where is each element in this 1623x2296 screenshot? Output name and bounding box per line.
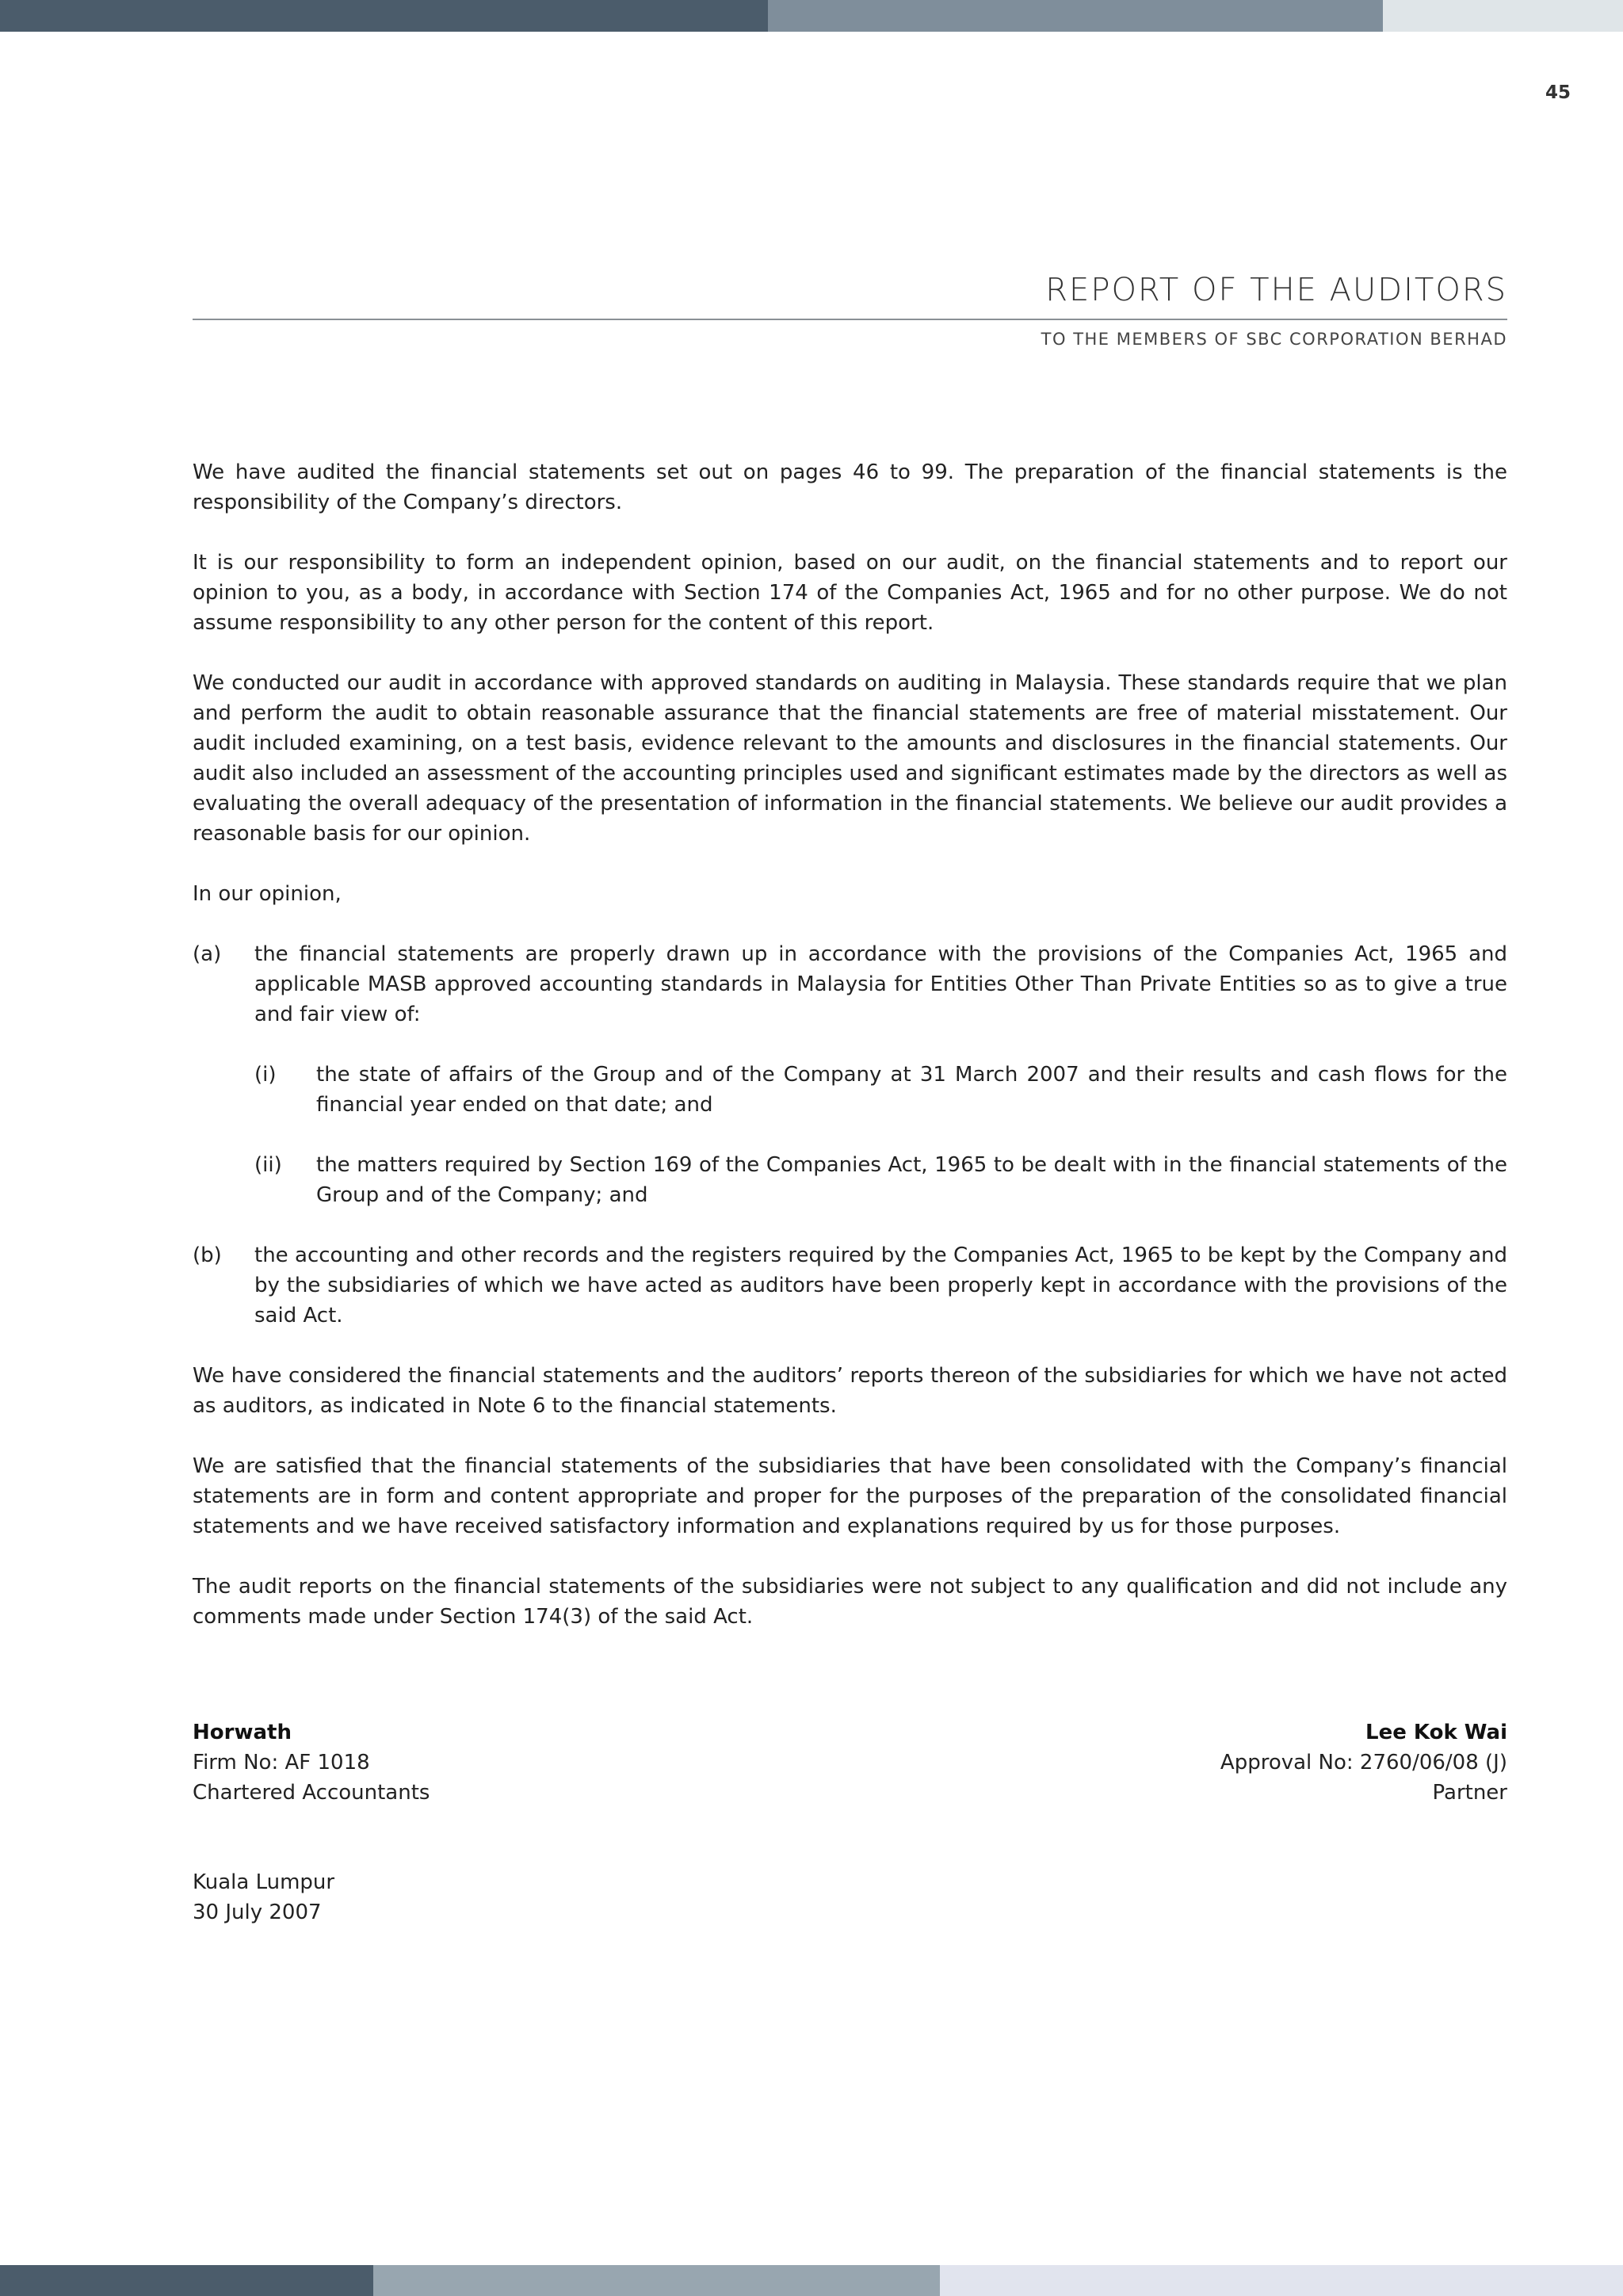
item-text: the accounting and other records and the registers required by the Companies Act, 1965 to be kept by the Company and by the subsidiaries of which we have acted as auditors have been properly kept in accordance with the provisions of the said Act.	[254, 1244, 1507, 1328]
firm-signature-block	[193, 1717, 430, 1808]
item-label: (i)	[254, 1063, 277, 1087]
place-and-date	[193, 1867, 334, 1927]
opinion-item-a	[193, 939, 1507, 1030]
firm-name: Horwath	[193, 1721, 292, 1744]
top-bar-segment-light	[1383, 0, 1623, 32]
item-label: (ii)	[254, 1153, 282, 1177]
item-text: the matters required by Section 169 of the Companies Act, 1965 to be dealt with in the financial statements of the Group and of the Company; and	[316, 1153, 1507, 1207]
paragraph-responsibility: It is our responsibility to form an independent opinion, based on our audit, on the financial statements and to report our opinion to you, as a body, in accordance with Section 174 of the Companies Act, 1965 and for no other purpose. We do not assume responsibility to any other person for the content of this report.	[193, 551, 1507, 635]
top-color-bar	[0, 0, 1623, 32]
report-place: Kuala Lumpur	[193, 1870, 335, 1894]
partner-name: Lee Kok Wai	[1365, 1721, 1507, 1744]
item-label: (b)	[193, 1244, 222, 1267]
partner-signature-block	[1220, 1717, 1507, 1808]
page-number: 45	[1545, 82, 1571, 103]
paragraph-audit-basis: We conducted our audit in accordance with approved standards on auditing in Malaysia. These standards require that we plan and perform the audit to obtain reasonable assurance that the financial statements are free of material misstatement. Our audit included examining, on a test basis, evidence relevant to the amounts and disclosures in the financial statements. Our audit also included an assessment of the accounting principles used and significant estimates made by the directors as well as evaluating the overall adequacy of the presentation of information in the financial statements. We believe our audit provides a reasonable basis for our opinion.	[193, 671, 1507, 846]
report-subtitle: TO THE MEMBERS OF SBC CORPORATION BERHAD	[1041, 330, 1507, 349]
bottom-bar-segment-light	[940, 2265, 1623, 2296]
opinion-item-ii	[254, 1150, 1507, 1210]
report-body	[193, 457, 1507, 1662]
opinion-item-b	[193, 1240, 1507, 1331]
paragraph-subsidiaries-considered: We have considered the financial statements and the auditors’ reports thereon of the subsidiaries for which we have not acted as auditors, as indicated in Note 6 to the financial statements.	[193, 1364, 1507, 1418]
item-text: the financial statements are properly drawn up in accordance with the provisions of the Companies Act, 1965 and applicable MASB approved accounting standards in Malaysia for Entities Other Than Private Entities so as to give a true and fair view of:	[254, 942, 1507, 1026]
report-header	[193, 266, 1507, 349]
opinion-item-i	[254, 1060, 1507, 1120]
paragraph-consolidation: We are satisfied that the financial statements of the subsidiaries that have been consolidated with the Company’s financial statements are in form and content appropriate and proper for the purposes of the preparation of the consolidated financial statements and we have received satisfactory information and explanations required by us for those purposes.	[193, 1454, 1507, 1538]
title-divider	[193, 319, 1507, 320]
bottom-color-bar	[0, 2265, 1623, 2296]
firm-number: Firm No: AF 1018	[193, 1751, 370, 1775]
paragraph-opinion-intro: In our opinion,	[193, 882, 342, 906]
top-bar-segment-dark	[0, 0, 768, 32]
top-bar-segment-mid	[768, 0, 1383, 32]
bottom-bar-segment-mid	[373, 2265, 940, 2296]
paragraph-qualification: The audit reports on the financial statements of the subsidiaries were not subject to any qualification and did not include any comments made under Section 174(3) of the said Act.	[193, 1575, 1507, 1629]
item-label: (a)	[193, 942, 222, 966]
item-text: the state of affairs of the Group and of the Company at 31 March 2007 and their results and cash flows for the financial year ended on that date; and	[316, 1063, 1507, 1117]
firm-type: Chartered Accountants	[193, 1781, 430, 1805]
report-title: REPORT OF THE AUDITORS	[1045, 272, 1507, 308]
paragraph-scope: We have audited the financial statements set out on pages 46 to 99. The preparation of the financial statements is the responsibility of the Company’s directors.	[193, 460, 1507, 514]
report-date: 30 July 2007	[193, 1901, 322, 1924]
bottom-bar-segment-dark	[0, 2265, 373, 2296]
approval-number: Approval No: 2760/06/08 (J)	[1220, 1751, 1507, 1775]
partner-role: Partner	[1432, 1781, 1507, 1805]
